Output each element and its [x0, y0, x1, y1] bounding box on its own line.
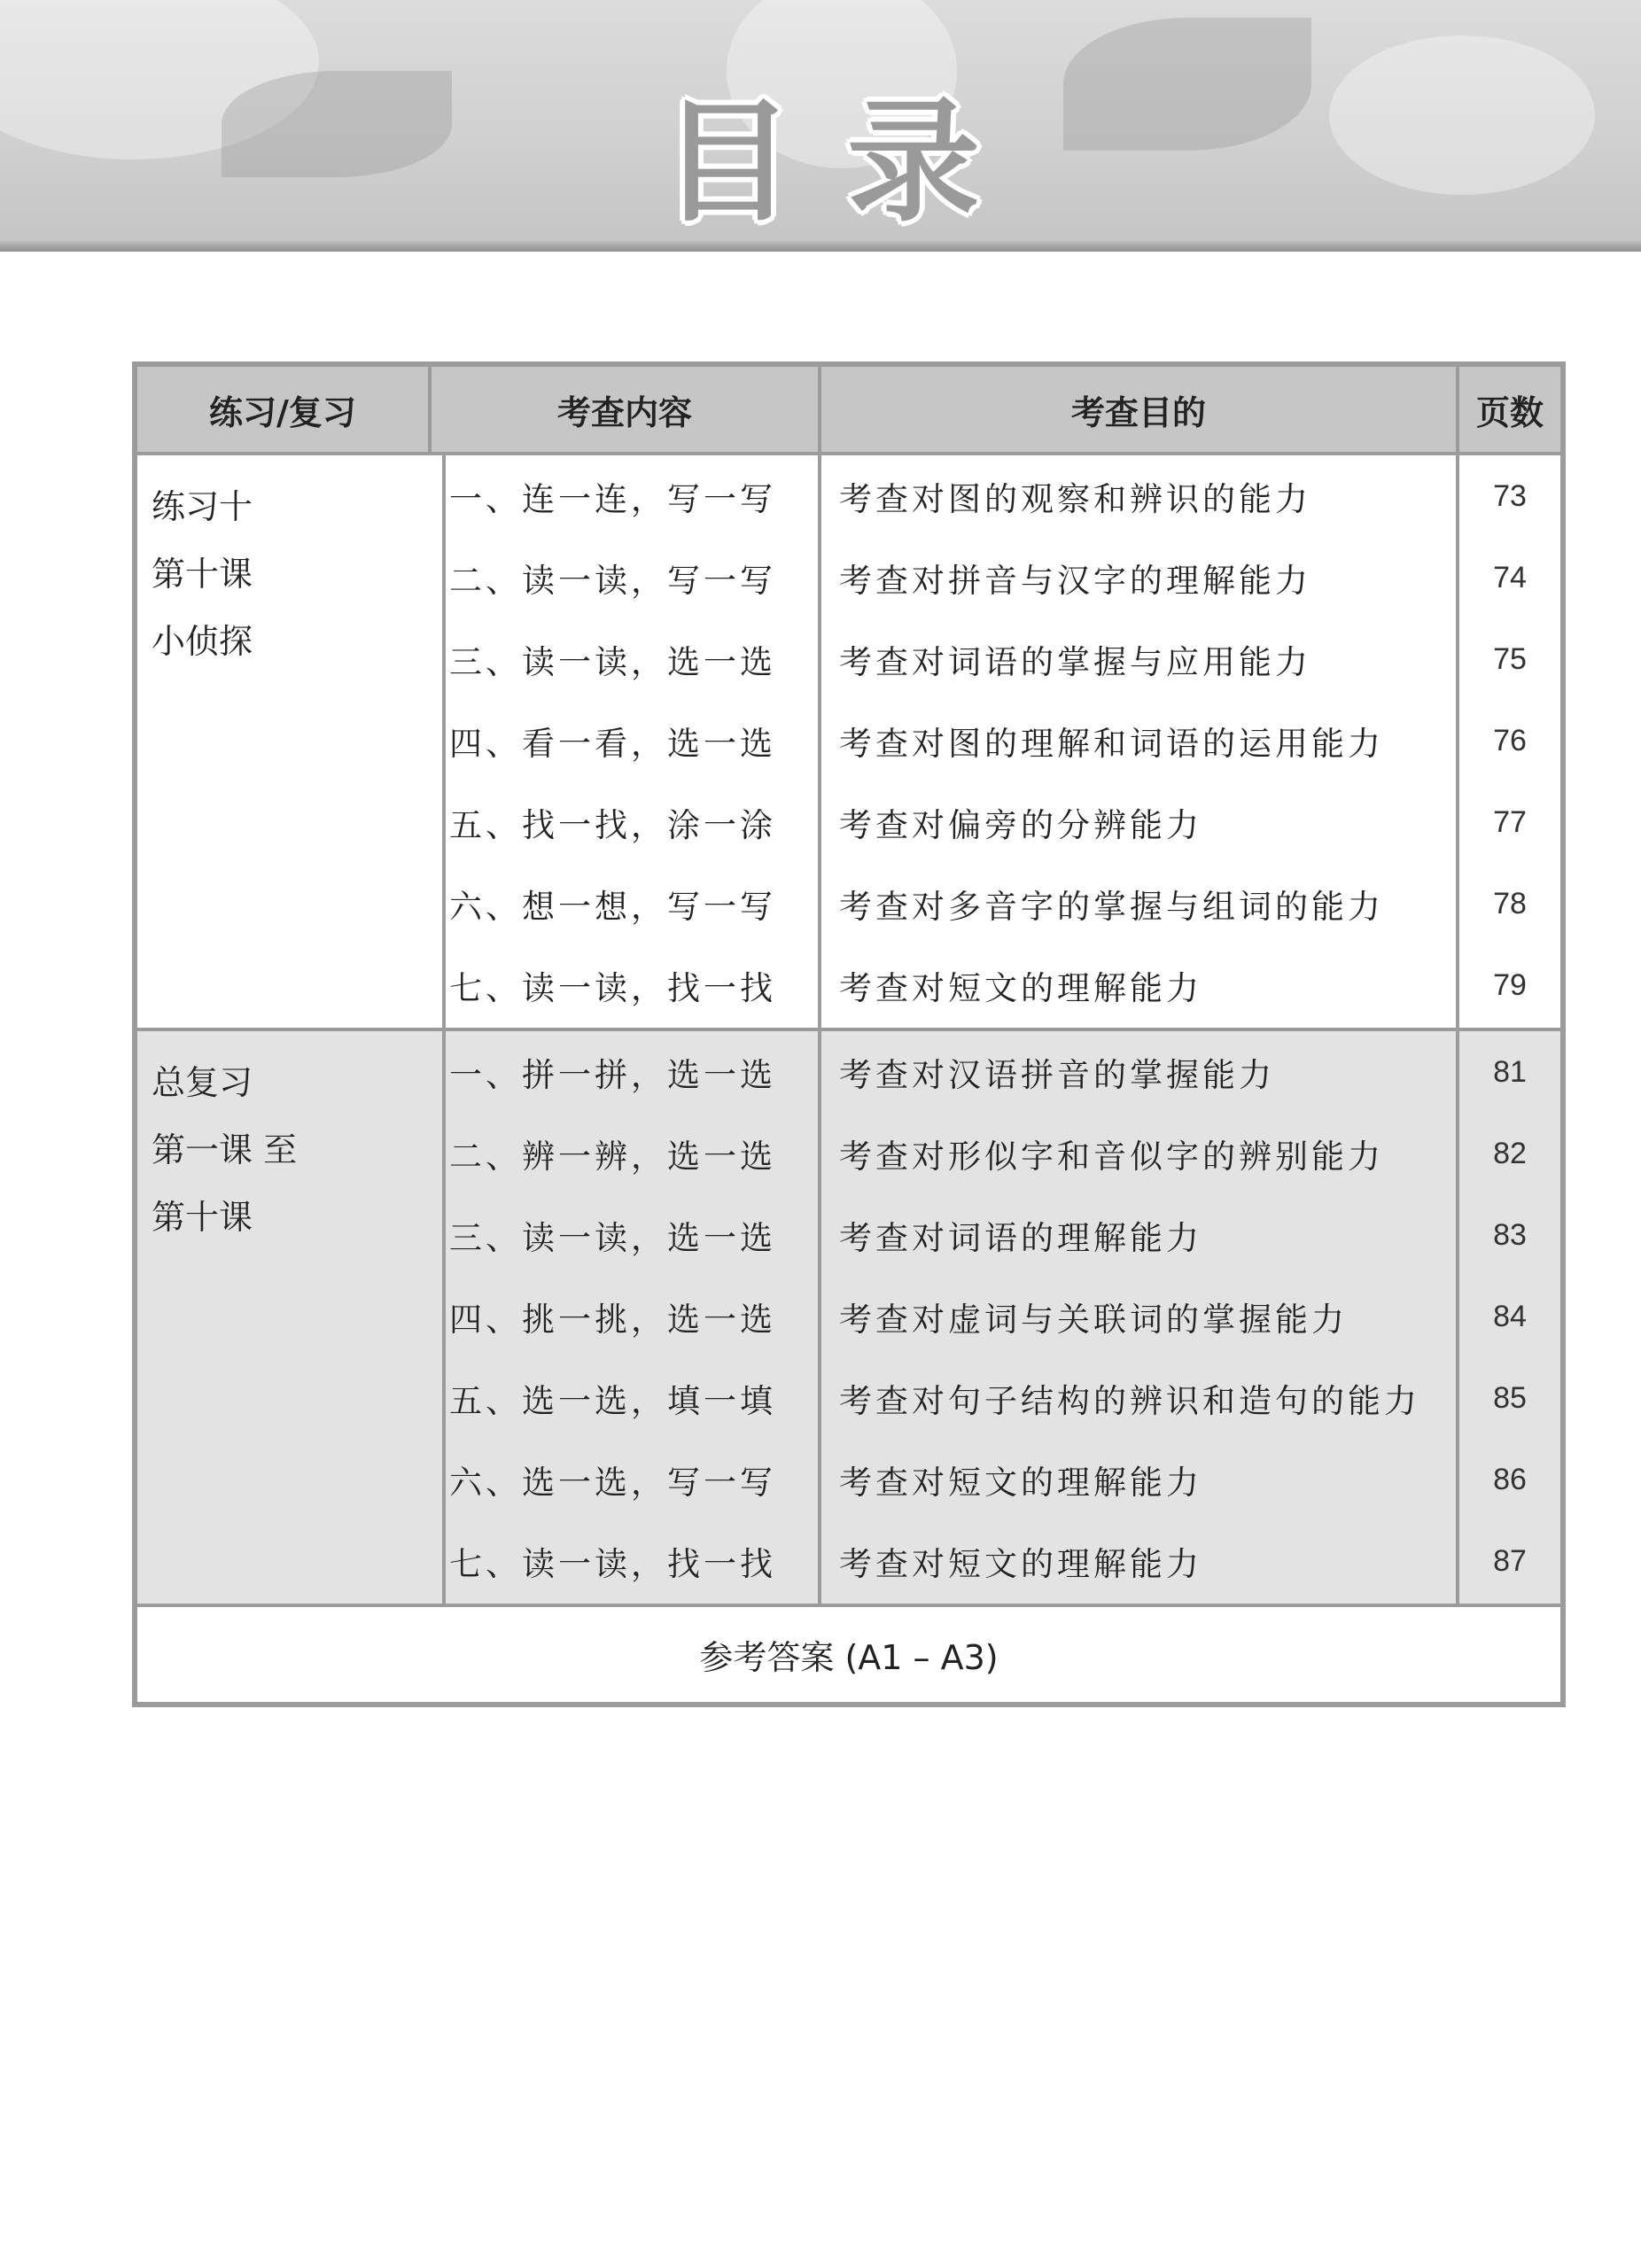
page-column [1459, 1031, 1560, 1604]
page-number: 73 [1493, 478, 1527, 513]
exercise-purpose: 考查对图的观察和辨识的能力 [839, 480, 1311, 518]
lesson-line: 小侦探 [152, 622, 253, 661]
exercise-content: 四、挑一挑，选一选 [449, 1301, 776, 1339]
lesson-line: 第一课 至 [152, 1130, 298, 1169]
exercise-content: 二、读一读，写一写 [449, 562, 776, 600]
lesson-line: 总复习 [152, 1063, 253, 1102]
page-number: 75 [1493, 641, 1527, 676]
column-header: 练习/复习 [137, 367, 432, 452]
page-number: 85 [1493, 1380, 1527, 1415]
exercise-purpose: 考查对偏旁的分辨能力 [839, 806, 1202, 844]
exercise-content: 六、想一想，写一写 [449, 888, 776, 926]
lesson-cell [137, 455, 446, 1028]
exercise-content: 三、读一读，选一选 [449, 1219, 776, 1257]
lesson-line: 第十课 [152, 1198, 253, 1237]
exercise-purpose: 考查对词语的理解能力 [839, 1219, 1202, 1257]
table-section-review [137, 1031, 1560, 1607]
exercise-purpose: 考查对形似字和音似字的辨别能力 [839, 1138, 1384, 1176]
exercise-content: 五、选一选，填一填 [449, 1382, 776, 1420]
table-section-practice-10 [137, 455, 1560, 1031]
exercise-content: 七、读一读，找一找 [449, 1545, 776, 1583]
table-header-row [137, 367, 1560, 455]
contents-table [132, 361, 1566, 1707]
content-column [432, 1031, 821, 1604]
answer-key-row: 参考答案 (A1 – A3) [137, 1607, 1560, 1702]
exercise-content: 三、读一读，选一选 [449, 643, 776, 681]
lesson-line: 第十课 [152, 555, 253, 594]
exercise-content: 一、拼一拼，选一选 [449, 1056, 776, 1094]
page-number: 83 [1493, 1217, 1527, 1252]
exercise-purpose: 考查对多音字的掌握与组词的能力 [839, 888, 1384, 926]
exercise-purpose: 考查对拼音与汉字的理解能力 [839, 562, 1311, 600]
page-title: 目录 [660, 86, 1033, 240]
header-banner [0, 0, 1641, 252]
content-column [432, 455, 821, 1028]
page-number: 87 [1493, 1543, 1527, 1578]
exercise-content: 一、连一连，写一写 [449, 480, 776, 518]
page-column [1459, 455, 1560, 1028]
exercise-purpose: 考查对短文的理解能力 [839, 1545, 1202, 1583]
exercise-content: 六、选一选，写一写 [449, 1464, 776, 1502]
page-number: 78 [1493, 886, 1527, 920]
exercise-content: 七、读一读，找一找 [449, 969, 776, 1007]
exercise-purpose: 考查对词语的掌握与应用能力 [839, 643, 1311, 681]
page-number: 76 [1493, 723, 1527, 757]
page-number: 84 [1493, 1299, 1527, 1333]
exercise-purpose: 考查对汉语拼音的掌握能力 [839, 1056, 1275, 1094]
exercise-content: 二、辨一辨，选一选 [449, 1138, 776, 1176]
lesson-line: 练习十 [152, 487, 253, 526]
page-number: 74 [1493, 560, 1527, 594]
page-number: 77 [1493, 804, 1527, 839]
page-number: 79 [1493, 967, 1527, 1002]
purpose-column [821, 455, 1459, 1028]
exercise-purpose: 考查对句子结构的辨识和造句的能力 [839, 1382, 1420, 1420]
column-header: 页数 [1475, 392, 1544, 432]
exercise-content: 五、找一找，涂一涂 [449, 806, 776, 844]
column-header: 考查目的 [821, 367, 1459, 452]
exercise-purpose: 考查对短文的理解能力 [839, 1464, 1202, 1502]
exercise-purpose: 考查对虚词与关联词的掌握能力 [839, 1301, 1348, 1339]
page-number: 82 [1493, 1136, 1527, 1170]
exercise-content: 四、看一看，选一选 [449, 725, 776, 763]
exercise-purpose: 考查对短文的理解能力 [839, 969, 1202, 1007]
page-number: 81 [1493, 1054, 1527, 1089]
column-header: 考查内容 [432, 367, 821, 452]
purpose-column [821, 1031, 1459, 1604]
lesson-cell [137, 1031, 446, 1604]
page-number: 86 [1493, 1462, 1527, 1496]
exercise-purpose: 考查对图的理解和词语的运用能力 [839, 725, 1384, 763]
